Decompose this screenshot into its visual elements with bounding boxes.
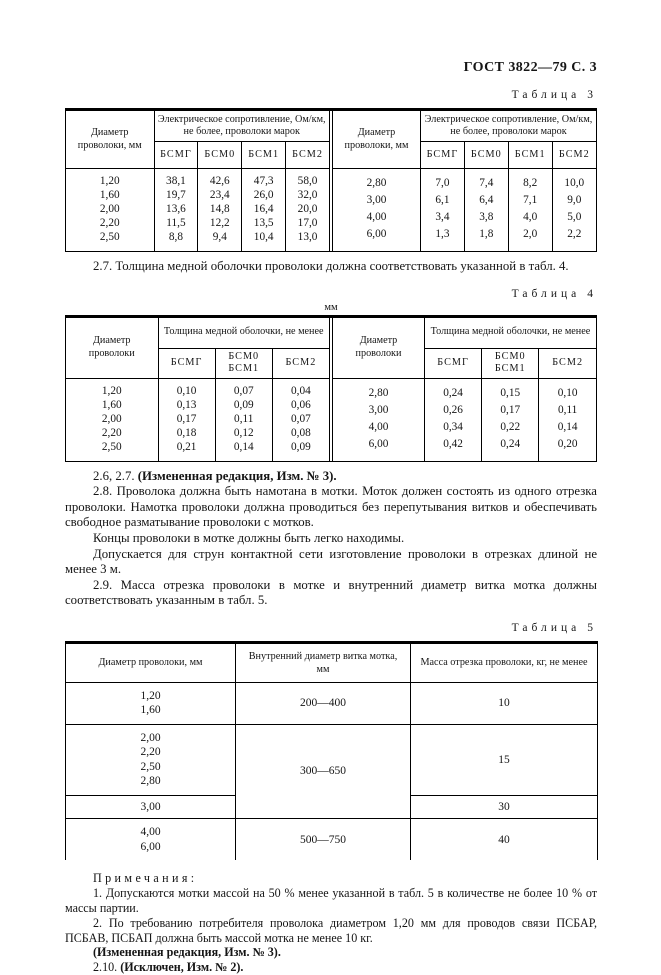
grade-header-line: БСМ0 [494, 350, 526, 362]
table-cell: 17,0 [286, 216, 330, 230]
grade-header: БСМ2 [286, 142, 330, 169]
table-row [66, 724, 598, 795]
table-cell: 0,10 [539, 378, 596, 401]
resistance-group-header: Электрическое сопротивление, Ом/км, не более, проволоки марок [421, 111, 597, 142]
grade-header-line: БСМ1 [494, 363, 526, 375]
grade-header: БСМГ [158, 348, 215, 378]
amendment-note [65, 945, 597, 960]
table-cell: 0,34 [425, 418, 482, 435]
table-cell: 3,00 [366, 194, 387, 207]
table-cell: 1,8 [464, 226, 508, 243]
table-cell [482, 452, 539, 460]
table-cell: 0,42 [425, 435, 482, 452]
table-cell: 0,14 [539, 418, 596, 435]
table-cell: 0,14 [215, 440, 272, 461]
table-cell: 0,09 [215, 398, 272, 412]
table-cell: 12,2 [198, 216, 242, 230]
grade-header: БСМ2 [539, 348, 596, 378]
paragraph-2-8a: Концы проволоки в мотке должны быть легко находимы. [93, 530, 405, 545]
diameter-value: 1,60 [140, 704, 161, 717]
table-row [66, 188, 330, 202]
table-cell: 42,6 [198, 169, 242, 189]
diameter-cell [66, 819, 236, 861]
table-cell: 10,0 [552, 169, 596, 192]
table-cell: 23,4 [198, 188, 242, 202]
table-cell: 3,8 [464, 209, 508, 226]
table-5-caption: Таблица 5 [511, 621, 597, 634]
paragraph-2-7: 2.7. Толщина медной оболочки проволоки должна соответствовать указанной в табл. 4. [93, 259, 569, 273]
table-cell: 19,7 [154, 188, 198, 202]
table-cell: 0,07 [215, 378, 272, 398]
table-cell: 13,0 [286, 230, 330, 251]
table-row [66, 216, 330, 230]
diameter-value: 2,80 [140, 775, 161, 788]
paragraph-2-9: 2.9. Масса отрезка проволоки в мотке и внутренний диаметр витка мотка должны соответствовать указанным в табл. 5. [65, 577, 597, 608]
mass-cell: 40 [411, 819, 598, 861]
grade-header: БСМ2 [272, 348, 329, 378]
table-cell: 0,24 [425, 378, 482, 401]
resistance-group-header: Электрическое сопротивление, Ом/км, не более, проволоки марок [154, 111, 330, 142]
table-4-left [66, 318, 330, 461]
grade-header: БСМ0 [464, 142, 508, 169]
table-cell: 0,18 [158, 426, 215, 440]
grade-header: БСМГ [421, 142, 465, 169]
table-cell: 0,13 [158, 398, 215, 412]
table-row [66, 819, 598, 861]
table-4-right [332, 318, 596, 461]
page-header: ГОСТ 3822—79 С. 3 [463, 60, 597, 75]
table-cell: 20,0 [286, 202, 330, 216]
table-cell: 2,2 [552, 226, 596, 243]
diameter-column-header: Диаметр проволоки, мм [333, 111, 421, 169]
table-5 [65, 641, 598, 861]
table-cell: 3,00 [368, 404, 389, 416]
table-row [66, 378, 330, 398]
table-cell: 1,20 [99, 175, 120, 187]
table-cell: 0,24 [482, 435, 539, 452]
table-cell: 0,06 [272, 398, 329, 412]
paragraph-2-8b: Допускается для струн контактной сети изготовление проволоки в отрезках длиной не менее 3 м. [65, 546, 597, 577]
grade-header-line: БСМ0 [228, 350, 260, 362]
table-cell: 38,1 [154, 169, 198, 189]
table-cell: 0,17 [158, 412, 215, 426]
paragraph-2-6 [65, 469, 597, 485]
table-cell: 58,0 [286, 169, 330, 189]
table-cell: 0,10 [158, 378, 215, 398]
table-row [66, 426, 330, 440]
table-cell: 0,26 [425, 402, 482, 419]
table-row [66, 682, 598, 724]
table-row [333, 378, 597, 401]
table-row [333, 402, 597, 419]
table-cell: 2,50 [99, 231, 120, 243]
amendment-text: (Измененная редакция, Изм. № 3). [93, 945, 281, 960]
paragraph-2-6-prefix: 2.6, 2.7. [93, 468, 138, 483]
table-cell: 0,12 [215, 426, 272, 440]
amendment-note: (Измененная редакция, Изм. № 3). [137, 468, 337, 483]
diameter-value: 2,20 [140, 746, 161, 759]
grade-header-line: БСМ1 [228, 363, 260, 375]
table-cell: 0,09 [272, 440, 329, 461]
coil-diameter-cell: 500—750 [236, 819, 411, 861]
table-cell: 3,4 [421, 209, 465, 226]
table-3-caption: Таблица 3 [511, 89, 597, 101]
table-cell: 0,04 [272, 378, 329, 398]
table-row [66, 412, 330, 426]
thickness-group-header: Толщина медной оболочки, не менее [158, 318, 330, 349]
table-row [66, 169, 330, 189]
table-cell: 6,00 [368, 437, 389, 450]
table-cell: 1,3 [421, 226, 465, 243]
mass-cell: 15 [411, 724, 598, 795]
table-row [66, 230, 330, 251]
table-cell: 6,00 [366, 228, 387, 241]
diameter-cell: 3,00 [66, 795, 236, 819]
table-cell: 2,50 [101, 440, 122, 453]
grade-header: БСМ2 [552, 142, 596, 169]
thickness-group-header: Толщина медной оболочки, не менее [425, 318, 597, 349]
table-cell: 2,80 [368, 386, 389, 399]
table-4-caption: Таблица 4 [511, 287, 597, 300]
note-item-1: 1. Допускаются мотки массой на 50 % менее указанной в табл. 5 в количестве не более 10 % от массы партии. [65, 886, 597, 916]
table-cell: 2,20 [101, 426, 122, 439]
table-cell: 2,20 [99, 217, 120, 229]
table-row [333, 243, 597, 251]
table-cell: 7,4 [464, 169, 508, 192]
table-cell [333, 452, 425, 460]
table-cell [539, 452, 596, 460]
table-row [333, 435, 597, 452]
grade-header: БСМГ [154, 142, 198, 169]
diameter-value: 2,00 [140, 731, 161, 744]
table-cell: 0,15 [482, 378, 539, 401]
coil-diameter-cell: 300—650 [236, 724, 411, 819]
table-cell [333, 243, 421, 251]
notes-section [65, 871, 597, 975]
grade-header: БСМ1 [242, 142, 286, 169]
grade-header: БСМ0 [198, 142, 242, 169]
diameter-value: 6,00 [140, 840, 161, 853]
table-cell: 4,00 [366, 211, 387, 224]
table-4-unit: мм [324, 301, 338, 313]
diameter-cell [66, 724, 236, 795]
table-row [333, 452, 597, 460]
paragraph-2-10 [65, 960, 597, 975]
diameter-column-header: Диаметр проволоки [66, 318, 158, 379]
table-row [333, 192, 597, 209]
table-cell: 2,00 [101, 412, 122, 425]
diameter-value: 2,50 [140, 760, 161, 773]
grade-header: БСМГ [425, 348, 482, 378]
table-cell: 16,4 [242, 202, 286, 216]
notes-title: Примечания: [93, 871, 198, 886]
table-cell [508, 243, 552, 251]
table-row [66, 202, 330, 216]
table-cell: 2,00 [99, 203, 120, 215]
table-cell: 4,00 [368, 420, 389, 433]
mass-cell: 30 [411, 795, 598, 819]
table-cell: 0,17 [482, 402, 539, 419]
table-row [66, 440, 330, 461]
table-cell: 0,11 [215, 412, 272, 426]
table-cell [425, 452, 482, 460]
table-cell: 8,8 [154, 230, 198, 251]
grade-header [215, 348, 272, 378]
table-cell [552, 243, 596, 251]
column-header-coil-diameter: Внутренний диаметр витка мотка, мм [236, 642, 411, 682]
paragraph-2-8: 2.8. Проволока должна быть намотана в мотки. Моток должен состоять из одного отрезка проволоки. Намотка проволоки должна проводиться без перепутывания витков и обеспечивать свободное разматывание проволоки с мотков. [65, 484, 597, 530]
table-cell: 32,0 [286, 188, 330, 202]
table-cell: 1,20 [101, 384, 122, 397]
table-3-left [66, 111, 330, 251]
table-cell: 9,4 [198, 230, 242, 251]
table-cell: 0,11 [539, 402, 596, 419]
table-3-right [332, 111, 596, 251]
table-cell: 6,4 [464, 192, 508, 209]
mass-cell: 10 [411, 682, 598, 724]
diameter-column-header: Диаметр проволоки, мм [66, 111, 154, 169]
table-cell: 47,3 [242, 169, 286, 189]
table-cell: 7,0 [421, 169, 465, 192]
table-cell: 0,20 [539, 435, 596, 452]
table-cell: 1,60 [99, 189, 120, 201]
column-header-mass: Масса отрезка проволоки, кг, не менее [411, 642, 598, 682]
table-cell: 5,0 [552, 209, 596, 226]
coil-diameter-cell: 200—400 [236, 682, 411, 724]
paragraph-2-10-bold: (Исключен, Изм. № 2). [120, 960, 244, 975]
paragraph-2-10-prefix: 2.10. [93, 960, 121, 975]
table-cell: 8,2 [508, 169, 552, 192]
diameter-cell [66, 682, 236, 724]
table-cell: 0,08 [272, 426, 329, 440]
diameter-value: 4,00 [140, 826, 161, 839]
table-row [333, 209, 597, 226]
table-cell: 10,4 [242, 230, 286, 251]
table-cell: 9,0 [552, 192, 596, 209]
table-cell: 0,21 [158, 440, 215, 461]
diameter-column-header: Диаметр проволоки [333, 318, 425, 379]
table-row [333, 226, 597, 243]
table-cell: 14,8 [198, 202, 242, 216]
table-cell: 0,22 [482, 418, 539, 435]
table-3 [65, 108, 597, 252]
table-4 [65, 315, 597, 462]
table-cell: 2,0 [508, 226, 552, 243]
grade-header [482, 348, 539, 378]
diameter-value: 1,20 [140, 689, 161, 702]
table-cell: 6,1 [421, 192, 465, 209]
table-cell: 0,07 [272, 412, 329, 426]
table-cell: 26,0 [242, 188, 286, 202]
note-item-2: 2. По требованию потребителя проволока диаметром 1,20 мм для проводов связи ПСБАР, ПСБАВ, ПСБАП должна быть массой мотка не менее 10 кг. [65, 915, 597, 945]
table-cell: 4,0 [508, 209, 552, 226]
table-cell: 11,5 [154, 216, 198, 230]
table-cell: 13,5 [242, 216, 286, 230]
column-header-diameter: Диаметр проволоки, мм [66, 642, 236, 682]
table-cell [421, 243, 465, 251]
table-row [333, 169, 597, 192]
table-cell [464, 243, 508, 251]
table-row [66, 398, 330, 412]
table-row [333, 418, 597, 435]
table-cell: 2,80 [366, 176, 387, 189]
table-cell: 13,6 [154, 202, 198, 216]
table-cell: 1,60 [101, 398, 122, 411]
table-cell: 7,1 [508, 192, 552, 209]
grade-header: БСМ1 [508, 142, 552, 169]
